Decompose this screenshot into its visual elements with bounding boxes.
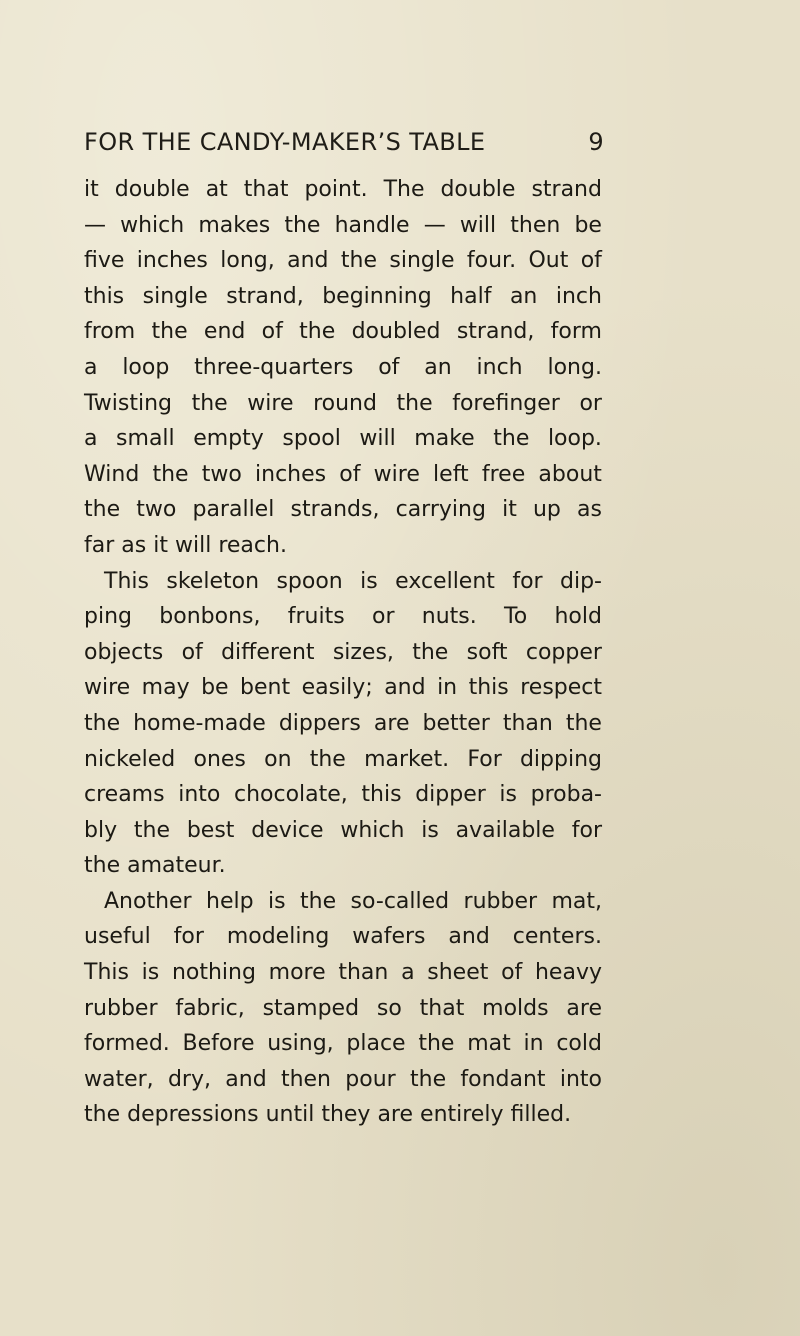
word: the bbox=[84, 497, 121, 523]
word: dipping bbox=[519, 746, 602, 772]
word: heavy bbox=[534, 960, 602, 986]
word: fruits bbox=[287, 604, 345, 630]
word: on bbox=[264, 746, 292, 772]
word: point. bbox=[304, 177, 368, 202]
word: this bbox=[84, 283, 125, 309]
text-line bbox=[84, 457, 602, 493]
word: forefinger bbox=[452, 390, 560, 416]
word: market. bbox=[364, 746, 450, 772]
word: for bbox=[571, 817, 602, 843]
word: Another bbox=[104, 888, 192, 914]
word: an bbox=[509, 283, 538, 309]
word: or bbox=[579, 390, 602, 416]
text-line bbox=[84, 1026, 602, 1062]
word: wire bbox=[247, 390, 294, 416]
word: — bbox=[423, 212, 446, 238]
word: useful bbox=[84, 924, 151, 950]
text-line bbox=[84, 991, 602, 1027]
word: into bbox=[178, 782, 221, 808]
word: which bbox=[120, 212, 185, 238]
word: are bbox=[566, 995, 602, 1021]
word: of bbox=[501, 960, 523, 986]
word: dry, bbox=[167, 1066, 211, 1092]
word: the bbox=[191, 390, 228, 416]
text-line bbox=[84, 884, 602, 920]
word: of bbox=[339, 461, 361, 487]
word: the bbox=[565, 710, 602, 736]
word: reach. bbox=[218, 532, 287, 558]
word: mat bbox=[467, 1031, 511, 1057]
word: of bbox=[181, 639, 203, 665]
word: modeling bbox=[226, 924, 330, 950]
word: bly bbox=[84, 817, 118, 843]
text-line bbox=[84, 848, 602, 884]
word: double bbox=[114, 177, 190, 202]
word: rubber bbox=[84, 995, 158, 1021]
word: a bbox=[84, 426, 98, 452]
word: will bbox=[359, 426, 396, 452]
word: is bbox=[268, 888, 286, 914]
word: two bbox=[201, 461, 242, 487]
word: the bbox=[84, 853, 121, 879]
word: be bbox=[574, 212, 602, 238]
text-line bbox=[84, 813, 602, 849]
word: Twisting bbox=[84, 390, 173, 416]
text-line bbox=[84, 1062, 602, 1098]
word: carrying bbox=[395, 497, 486, 523]
word: long. bbox=[547, 354, 602, 380]
word: wire bbox=[84, 675, 131, 701]
word: that bbox=[243, 177, 289, 202]
word: strand, bbox=[226, 283, 304, 309]
text-line bbox=[84, 919, 602, 955]
word: help bbox=[206, 888, 254, 914]
word: will bbox=[174, 532, 212, 558]
word: will bbox=[459, 212, 497, 238]
word: pour bbox=[345, 1066, 396, 1092]
body-text bbox=[84, 172, 602, 1133]
word: molds bbox=[482, 995, 549, 1021]
word: nuts. bbox=[421, 604, 477, 630]
word: left bbox=[433, 461, 469, 487]
word: strand bbox=[531, 177, 602, 202]
word: proba- bbox=[530, 782, 602, 808]
text-line bbox=[84, 208, 602, 244]
word: free bbox=[481, 461, 526, 487]
word: the bbox=[300, 888, 337, 914]
word: is bbox=[499, 782, 517, 808]
word: sheet bbox=[427, 960, 489, 986]
word: wafers bbox=[352, 924, 426, 950]
word: Wind bbox=[84, 461, 140, 487]
text-line bbox=[84, 421, 602, 457]
text-line bbox=[84, 314, 602, 350]
word: home-made bbox=[133, 710, 266, 736]
word: the bbox=[418, 1031, 455, 1057]
word: easily; bbox=[301, 675, 373, 701]
word: spool bbox=[282, 426, 341, 452]
word: ones bbox=[193, 746, 246, 772]
word: form bbox=[550, 319, 602, 345]
word: handle bbox=[334, 212, 410, 238]
word: than bbox=[338, 960, 389, 986]
page-number: 9 bbox=[588, 128, 604, 156]
word: better bbox=[422, 710, 490, 736]
word: a bbox=[84, 354, 98, 380]
word: rubber bbox=[463, 888, 538, 914]
word: available bbox=[455, 817, 555, 843]
word: be bbox=[201, 675, 229, 701]
text-line bbox=[84, 742, 602, 778]
word: loop bbox=[122, 354, 170, 380]
word: The bbox=[383, 177, 425, 202]
word: three-quarters bbox=[194, 354, 354, 380]
word: strand, bbox=[456, 319, 535, 345]
word: excellent bbox=[395, 568, 495, 594]
word: and bbox=[287, 248, 329, 274]
word: is bbox=[421, 817, 439, 843]
word: fondant bbox=[460, 1066, 546, 1092]
word: inch bbox=[476, 354, 523, 380]
word: cold bbox=[556, 1031, 602, 1057]
word: are bbox=[377, 1102, 414, 1128]
word: a bbox=[401, 960, 415, 986]
word: the bbox=[284, 212, 321, 238]
text-line bbox=[84, 172, 602, 208]
word: To bbox=[504, 604, 528, 630]
word: nothing bbox=[171, 960, 256, 986]
word: and bbox=[225, 1066, 267, 1092]
word: dipper bbox=[415, 782, 486, 808]
word: an bbox=[424, 354, 452, 380]
word: small bbox=[116, 426, 175, 452]
word: depressions bbox=[127, 1102, 259, 1128]
word: doubled bbox=[351, 319, 441, 345]
word: copper bbox=[525, 639, 602, 665]
word: of bbox=[580, 248, 602, 274]
word: place bbox=[346, 1031, 406, 1057]
word: — bbox=[84, 212, 106, 238]
word: at bbox=[205, 177, 228, 202]
word: for bbox=[512, 568, 543, 594]
word: the bbox=[133, 817, 171, 843]
text-line bbox=[84, 706, 602, 742]
text-line bbox=[84, 350, 602, 386]
word: chocolate, bbox=[233, 782, 348, 808]
word: it bbox=[502, 497, 517, 523]
word: the bbox=[493, 426, 530, 452]
word: centers. bbox=[512, 924, 602, 950]
word: inches bbox=[255, 461, 327, 487]
word: two bbox=[136, 497, 177, 523]
text-line bbox=[84, 564, 602, 600]
word: about bbox=[538, 461, 602, 487]
word: dip- bbox=[560, 568, 602, 594]
word: spoon bbox=[276, 568, 343, 594]
word: make bbox=[414, 426, 475, 452]
word: as bbox=[577, 497, 602, 523]
word: the bbox=[412, 639, 449, 665]
word: entirely bbox=[420, 1102, 504, 1128]
running-head-title: FOR THE CANDY-MAKER’S TABLE bbox=[84, 128, 486, 156]
word: far bbox=[84, 532, 115, 558]
word: makes bbox=[198, 212, 271, 238]
word: inch bbox=[555, 283, 602, 309]
word: empty bbox=[193, 426, 264, 452]
word: up bbox=[532, 497, 561, 523]
text-line bbox=[84, 599, 602, 635]
word: as bbox=[121, 532, 147, 558]
word: wire bbox=[373, 461, 420, 487]
word: different bbox=[221, 639, 315, 665]
word: of bbox=[378, 354, 400, 380]
word: ping bbox=[84, 604, 132, 630]
word: bent bbox=[240, 675, 291, 701]
running-head bbox=[84, 128, 604, 162]
word: double bbox=[440, 177, 516, 202]
word: until bbox=[265, 1102, 315, 1128]
word: it bbox=[84, 177, 99, 202]
word: so-called bbox=[350, 888, 450, 914]
word: round bbox=[313, 390, 377, 416]
word: inches bbox=[136, 248, 208, 274]
word: this bbox=[468, 675, 509, 701]
word: and bbox=[448, 924, 490, 950]
word: the bbox=[152, 461, 189, 487]
word: into bbox=[559, 1066, 602, 1092]
word: For bbox=[467, 746, 502, 772]
word: which bbox=[340, 817, 405, 843]
word: stamped bbox=[262, 995, 360, 1021]
word: for bbox=[173, 924, 204, 950]
text-line bbox=[84, 1097, 602, 1133]
word: half bbox=[450, 283, 492, 309]
word: objects bbox=[84, 639, 164, 665]
text-line bbox=[84, 243, 602, 279]
text-line bbox=[84, 777, 602, 813]
word: five bbox=[84, 248, 125, 274]
word: it bbox=[153, 532, 168, 558]
word: hold bbox=[554, 604, 602, 630]
word: then bbox=[280, 1066, 332, 1092]
word: the bbox=[151, 319, 188, 345]
word: this bbox=[361, 782, 402, 808]
word: single bbox=[142, 283, 208, 309]
word: from bbox=[84, 319, 136, 345]
word: This bbox=[104, 568, 149, 594]
text-line bbox=[84, 492, 602, 528]
word: formed. bbox=[84, 1031, 170, 1057]
word: are bbox=[373, 710, 410, 736]
word: skeleton bbox=[166, 568, 260, 594]
word: the bbox=[84, 1102, 121, 1128]
word: sizes, bbox=[332, 639, 394, 665]
word: four. bbox=[466, 248, 517, 274]
word: and bbox=[384, 675, 426, 701]
word: nickeled bbox=[84, 746, 176, 772]
word: or bbox=[371, 604, 395, 630]
text-line bbox=[84, 670, 602, 706]
word: than bbox=[502, 710, 553, 736]
word: they bbox=[321, 1102, 371, 1128]
word: loop. bbox=[547, 426, 602, 452]
word: water, bbox=[84, 1066, 154, 1092]
text-line bbox=[84, 386, 602, 422]
word: device bbox=[251, 817, 324, 843]
word: is bbox=[360, 568, 378, 594]
word: dippers bbox=[278, 710, 361, 736]
word: This bbox=[84, 960, 129, 986]
word: using, bbox=[267, 1031, 334, 1057]
text-line bbox=[84, 635, 602, 671]
word: best bbox=[186, 817, 235, 843]
word: single bbox=[389, 248, 455, 274]
word: respect bbox=[520, 675, 602, 701]
word: fabric, bbox=[175, 995, 245, 1021]
word: amateur. bbox=[127, 853, 226, 879]
word: the bbox=[84, 710, 121, 736]
word: Out bbox=[528, 248, 569, 274]
word: the bbox=[309, 746, 346, 772]
word: is bbox=[141, 960, 160, 986]
word: may bbox=[141, 675, 190, 701]
word: end bbox=[203, 319, 246, 345]
word: soft bbox=[466, 639, 508, 665]
word: more bbox=[268, 960, 326, 986]
word: the bbox=[396, 390, 433, 416]
word: long, bbox=[220, 248, 275, 274]
word: mat, bbox=[551, 888, 602, 914]
word: that bbox=[419, 995, 465, 1021]
word: the bbox=[340, 248, 377, 274]
word: bonbons, bbox=[159, 604, 261, 630]
word: strands, bbox=[290, 497, 380, 523]
word: in bbox=[523, 1031, 544, 1057]
word: beginning bbox=[322, 283, 432, 309]
word: the bbox=[410, 1066, 447, 1092]
word: of bbox=[261, 319, 283, 345]
text-line bbox=[84, 279, 602, 315]
word: so bbox=[376, 995, 402, 1021]
word: in bbox=[437, 675, 458, 701]
word: filled. bbox=[510, 1102, 572, 1128]
text-line bbox=[84, 955, 602, 991]
word: Before bbox=[182, 1031, 255, 1057]
text-line bbox=[84, 528, 602, 564]
word: then bbox=[510, 212, 561, 238]
word: parallel bbox=[192, 497, 275, 523]
word: the bbox=[299, 319, 336, 345]
word: creams bbox=[84, 782, 165, 808]
